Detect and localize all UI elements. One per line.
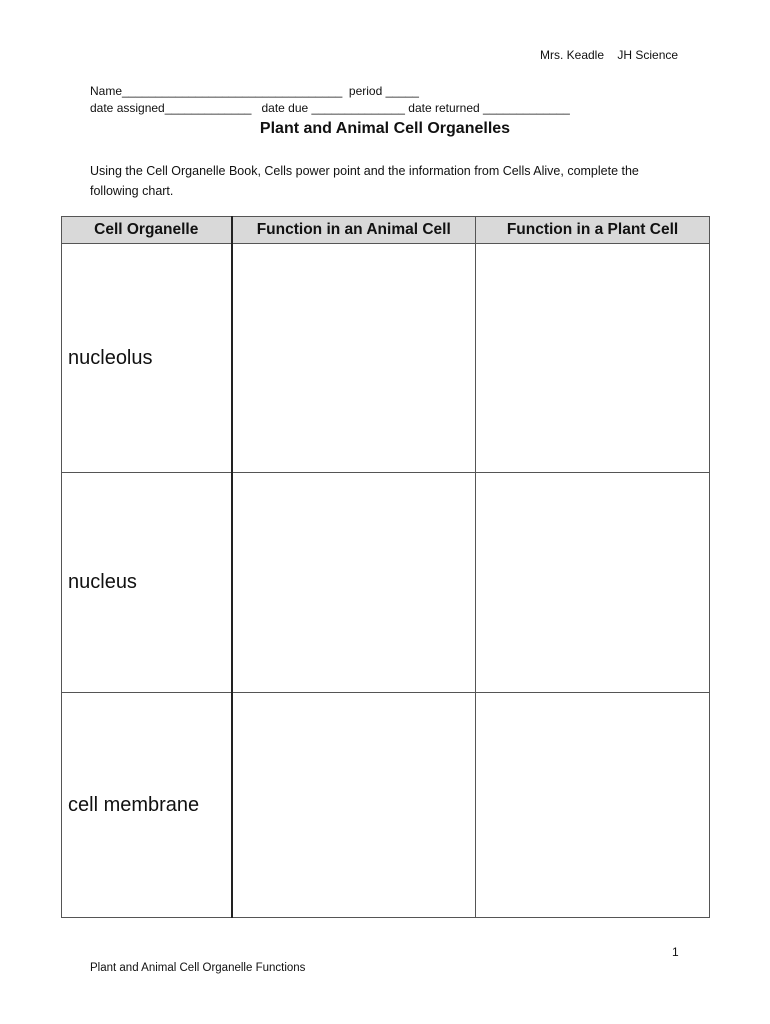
table-row — [62, 244, 710, 473]
teacher-name: Mrs. Keadle — [540, 48, 605, 62]
header-cell-animal-function: Function in an Animal Cell — [232, 217, 476, 244]
course-name: JH Science — [617, 48, 679, 62]
page-title: Plant and Animal Cell Organelles — [259, 120, 511, 137]
footer-text: Plant and Animal Cell Organelle Functions — [90, 962, 306, 974]
organelle-name: nucleus — [62, 473, 232, 693]
header-cell-organelle: Cell Organelle — [62, 217, 232, 244]
dates-line: date assigned_____________ date due ______________ date returned _____________ — [90, 101, 570, 115]
organelle-name: cell membrane — [62, 693, 232, 918]
animal-function-cell — [232, 473, 476, 693]
chart-header-row — [62, 217, 710, 244]
table-row — [62, 473, 710, 693]
instructions-text: Using the Cell Organelle Book, Cells power point and the information from Cells Alive, complete the following chart. — [90, 164, 639, 198]
animal-function-cell — [232, 693, 476, 918]
organelle-chart — [61, 216, 710, 918]
header-cell-plant-function: Function in a Plant Cell — [476, 217, 710, 244]
teacher-course-header — [540, 48, 678, 62]
plant-function-cell — [476, 693, 710, 918]
page-number: 1 — [672, 945, 679, 959]
plant-function-cell — [476, 244, 710, 473]
name-period-line: Name_________________________________ period _____ — [90, 84, 419, 98]
plant-function-cell — [476, 473, 710, 693]
organelle-name: nucleolus — [62, 244, 232, 473]
animal-function-cell — [232, 244, 476, 473]
table-row — [62, 693, 710, 918]
